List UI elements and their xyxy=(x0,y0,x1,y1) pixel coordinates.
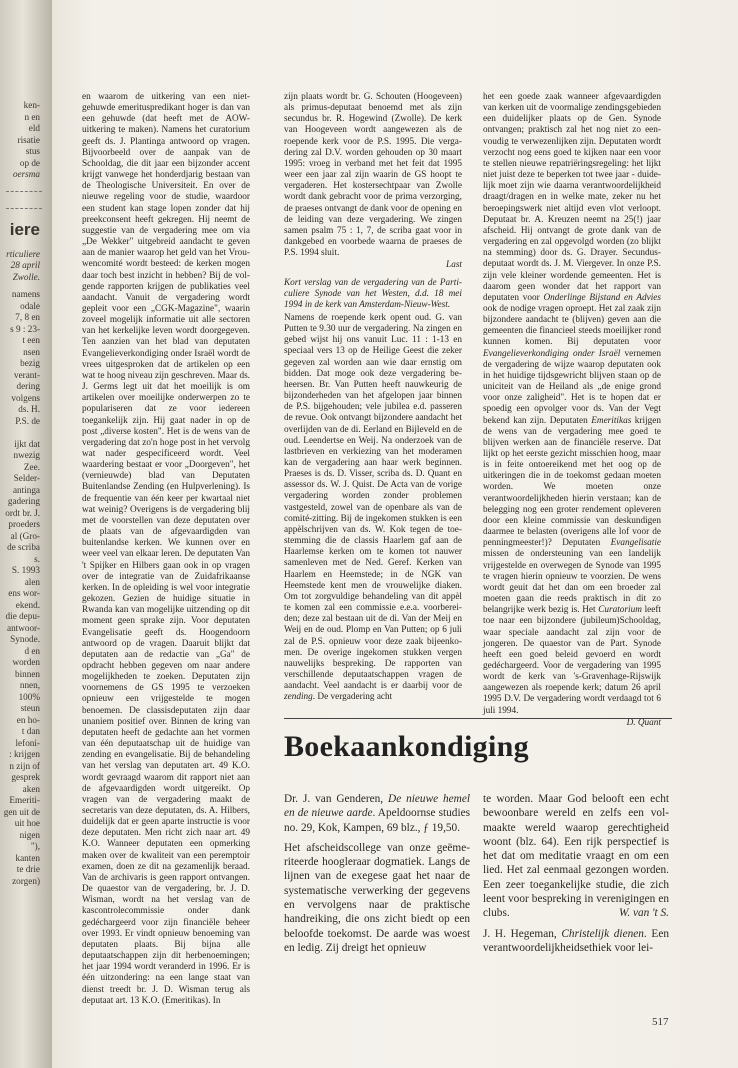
c3-italic-1: Onderlinge Bijstand en Advies xyxy=(543,292,662,303)
section-divider xyxy=(284,718,672,719)
left-fragment-line: worden xyxy=(12,657,40,667)
left-rule xyxy=(6,191,42,192)
column-1-text: en waarom de uitkering van een niet-gehuwde emerituspredikant hoger is dan van een gehuwde (dat heeft met de AOW-uitkering te maken). Namens het curatorium geeft ds. J. Plantinga antwoord op vragen. Bijvoorbeeld over de aanpak van de Schooldag, die dit jaar een bijzonder accent krijgt vanwege het honderdjarig bestaan van de Theologische Universiteit. En over de nieuwe regeling voor de studie, waardoor een student kan stage lopen zonder dat hij preekconsent heeft gekregen. Hij neemt de suggestie van de vergadering mee om via „De Wekker" uitgebreid aandacht te geven aan de manier waarop het geld van het Vrouwencomité wordt besteed: de kerken mogen daar toch best inzicht in hebben? Bij de volgende rapporten krijgen de publikaties veel aandacht. Vanuit de vergadering wordt gepleit voor een „CGK-Magazine", waarin zoveel mogelijk informatie uit alle sectoren van het kerkelijke leven wordt doorgegeven. Ten aanzien van het blad van deputaten Evangelieverkondiging onder Israël wordt de vrees uitgesproken dat de artikelen op een wat te hoog niveau zijn geschreven. Maar ds. J. Germs legt uit dat het moeilijk is om artikelen over moeilijke onderwerpen zo te populariseren dat ze voor iedereen toegankelijk zijn. Hij gaat nader in op de post „diverse kosten". Het is de wens van de vergadering dat zo'n hoge post in het vervolg wat nader gespecificeerd wordt. Veel waardering bestaat er voor „Doorgeven", het (vernieuwde) blad van Deputaten Buitenlandse Zending (en Hulpverlening). Is de frequentie van één keer per kwartaal niet wat weinig? Overigens is de vergadering blij met de voorstellen van deze deputaten over de plaats van de afgevaardigden van buitenlandse kerken. We kunnen over en weer veel van elkaar leren. De deputaten Van 't Spijker en Hilbers gaan ook in op vragen over de integratie van de Zuidafrikaanse kerken. In de opleiding is wel voor integratie gekozen. Gezien de huidige situatie in Rwanda kan van mogelijke uitzending op dit moment geen sprake zijn. Voor deputaten Evangelisatie geeft ds. Hoogendoorn antwoord op de vragen. Daaruit blijkt dat deputaten aan de redactie van „Ga" de opdracht hebben gegeven om naar andere mogelijkheden te zoeken. Deputaten zijn voornemens de GS 1995 te verzoeken opnieuw een vrijgestelde te mogen benoemen. De classisdeputaten zijn daar unaniem positief over. Binnen de kring van deputaten heeft de gedachte aan het vormen van één deputaatschap uit de huidige van zending en evangelisatie. Bij de behandeling van het verslag van deputaten art. 49 K.O. wordt gevraagd waarom dit rapport niet aan de afgevaardigden wordt uitgereikt. Op vragen van de vergadering maakt de secretaris van deze deputaten, ds. A. Hilbers, duidelijk dat er geen aparte instructie is voor deze deputaten. Men richt zich naar art. 49 K.O. Wanneer deputaten een opmerking maken over de kwaliteit van een peremptoir examen, doen ze dit na gezamenlijk beraad. Van de archivaris is geen rapport ontvangen. De quaestor van de vergadering, br. J. D. Wisman, wordt na het verslag van de kascontrolecommissie onder dank gedéchargeerd voor zijn financiële beheer over 1993. Er vindt opnieuw benoeming van deputaten plaats. Bij bijna alle deputaatschappen zijn dit herbenoemingen; het jaar 1994 wordt veranderd in 1996. Er is één uitzondering: na een lange staat van dienst treedt br. J. D. Wisman terug als deputaat art. 13 K.O. (Emeritikas). In xyxy=(82,92,250,1006)
left-fragment-line: gesprek xyxy=(11,772,40,782)
left-signature: oersma xyxy=(12,169,40,179)
book-1-publication: . Apeldoornse studies no. 29, Kok, Kampen, 69 blz., ƒ 19,50. xyxy=(284,807,470,834)
left-fragment-line: 28 april xyxy=(10,260,40,270)
report-body-text: Namens de roepende kerk opent oud. G. van Putten te 9.30 uur de vergadering. Na zingen en gebed wijst hij ons vanuit Luc. 11 : 1-13 en speciaal vers 13 op de Heilige Geest die zeker gegeven zal worden aan wie daar ernstig om bidden. Dat moge ook deze vergadering beheersen. Br. Van Putten heeft nauwkeurig de bijzonderheden van het afgelopen jaar binnen de P.S. bijgehouden; vele jubilea e.d. passeren de revue. Ook ontvangt bijzondere aandacht het overlijden van de di. Eerland en Bijleveld en de oud. Leendertse en Weij. Na onderzoek van de lastbrieven en verkiezing van het moderamen kan de vergadering aan haar werk beginnen. Praeses is ds. D. Visser, scriba ds. D. Quant en assessor ds. W. J. Quist. De Acta van de vorige vergadering worden zonder problemen vastgesteld, zowel van de openbare als van de comité-zitting. Bij de ingekomen stukken is een appèlschrijven van ds. W. Kok tegen de toestemming die de classis Haarlem gaf aan de Haarlemse kerken om te komen tot nauwer samenleven met de Ned. Geref. Kerken van Haarlem en Heemstede; in de NGK van Heemstede kent men de vrouwelijke diaken. Om tot zorgvuldige behandeling van dit appèl te komen zal een commissie e.e.a. voorbereiden; deze zal bestaan uit de di. Van der Meij en Weij en de oud. Plomp en Van Putten; op 6 juli zal de P.S. opnieuw voor deze zaak bijeenkomen. De overige ingekomen stukken vergen nauwelijks bespreking. De rapporten van verschillende deputaatschappen vragen de aandacht. Veel aandacht is er daarbij voor de xyxy=(284,312,462,692)
document-page xyxy=(52,0,738,1068)
left-fragment-line: uit hoe xyxy=(14,818,40,828)
book-column-1 xyxy=(284,792,470,961)
left-fragment-line: steun xyxy=(20,703,40,713)
c3-italic-4: Evangelisatie xyxy=(610,538,662,549)
left-fragment-line: ijkt dat xyxy=(14,438,40,449)
facing-page-fragment xyxy=(0,100,42,886)
left-fragment-line: ken- xyxy=(23,100,40,110)
left-fragment-line: namens xyxy=(11,289,40,299)
c3-c: vernemen de vergadering de wijze waarop deputaten ook in het huidige tijdsgewricht blijven staan op de uniciteit van de Heiland als „de enige grond voor onze zaligheid". Het is te hopen dat er spoedig een opvolger voor ds. Van der Vegt bekend kan zijn. Deputaten xyxy=(483,348,662,426)
left-fragment-line: 100% xyxy=(18,691,40,702)
left-fragment-line: n zijn of xyxy=(9,760,40,771)
left-fragment-line: aken xyxy=(22,783,40,794)
left-fragment-line: Zwolle. xyxy=(12,271,40,282)
left-fragment-line: de scriba xyxy=(7,542,40,552)
report-body-tail: . De vergadering acht xyxy=(312,692,393,703)
left-heading-fragment: iere xyxy=(9,219,40,239)
text-column-2 xyxy=(284,92,462,732)
left-fragment-line: ekend. xyxy=(15,599,40,610)
report-signature-last: Last xyxy=(446,260,462,271)
left-fragment-line: n en xyxy=(24,111,40,122)
left-fragment-line: op de xyxy=(19,157,40,168)
left-fragment-line: Selder- xyxy=(13,473,40,483)
column-3-text xyxy=(483,92,661,717)
left-fragment-line: risatie xyxy=(17,134,40,145)
left-fragment-line: d en xyxy=(24,645,40,656)
book-2-title: Christelijk dienen xyxy=(561,927,644,940)
c3-italic-5: Curatorium xyxy=(598,605,642,616)
c3-italic-3: Emeritikas xyxy=(591,415,632,426)
book-1-review-cont-text: te worden. Maar God belooft een echt bewoonbare wereld en zelfs een volmaakte wereld waarop gerechtigheid woont (blz. 64). Een rijk perspectief is het dat om meditatie vraagt en om een lied. Het zal eenmaal gezongen worden. Een zeer toegankelijke studie, die zich leent voor bespreking in verenigingen en clubs. xyxy=(483,793,669,920)
book-1-author: Dr. J. van Genderen, xyxy=(284,793,389,805)
left-fragment-line: ens wor- xyxy=(8,588,40,598)
left-fragment-line: stus xyxy=(25,146,40,156)
left-fragment-line: ds. H. xyxy=(18,404,40,414)
left-fragment-line: : krijgen xyxy=(9,749,40,759)
left-fragment-line: s. xyxy=(34,553,40,564)
left-fragment-line: Zee. xyxy=(23,461,40,472)
c3-italic-2: Evangelieverkondiging onder Israël xyxy=(483,348,621,359)
left-fragment-line: P.S. de xyxy=(15,415,40,426)
book-1-reviewer: W. van 't S. xyxy=(618,907,669,920)
left-fragment-line: ordt br. J. xyxy=(5,507,40,518)
left-fragment-line: "), xyxy=(30,841,40,851)
book-1-review: Het afscheidscollege van onze geëmeriteerde hoogleraar dogmatiek. Langs de lijnen van de exegese gaat het naar de systematische verwerking der gegevens en vervolgens naar de praktische handreiking, die ons zicht biedt op een beloofde toekomst. De aarde was woest en ledig. Zij dreigt het opnieuw xyxy=(284,841,470,954)
left-fragment-line: kanten xyxy=(15,852,40,863)
left-fragment-line: nnen, xyxy=(19,680,40,690)
left-fragment-line: die depu- xyxy=(5,611,40,621)
left-fragment-line: antinga xyxy=(12,484,40,495)
left-fragment-line: gadering xyxy=(7,496,40,506)
left-fragment-line: odale xyxy=(20,300,40,311)
left-fragment-line: t een xyxy=(22,335,40,345)
left-fragment-line: nwezig xyxy=(13,450,40,460)
left-fragment-line: lefoni- xyxy=(15,737,40,748)
left-fragment-line: dering xyxy=(16,381,40,391)
left-fragment-line: eld xyxy=(28,123,40,133)
book-1-citation xyxy=(284,792,470,835)
book-1-title: De nieuwe hemel en de nieuwe aarde xyxy=(284,793,470,820)
report-title: Kort verslag van de vergadering van de Particuliere Synode van het Westen, d.d. 18 mei 1994 in de kerk van Amsterdam-Nieuw-West. xyxy=(284,277,462,310)
left-fragment-line xyxy=(0,427,42,439)
left-rule-2 xyxy=(6,208,42,209)
left-fragment-line: S. 1993 xyxy=(11,565,40,575)
left-fragment-line: al (Gro- xyxy=(10,530,40,541)
c3-f: leeft toe naar een bijzondere (jubileum)Schooldag, waar speciale aandacht zal zijn voor de jongeren. De quaestor van de Part. Synode heeft een goed beleid gevoerd en wordt gedéchargeerd. Voor de vergadering van 1995 wordt de kerk van 's-Gravenhage-Rijswijk aangewezen als roepende kerk; datum 26 april 1995 D.V. De vergadering wordt verdaagd tot 6 juli 1994. xyxy=(483,605,662,716)
book-2-subtitle: . Een verantwoordelijkheidsethiek voor lei- xyxy=(483,927,669,954)
left-fragment-line: bezig xyxy=(20,358,40,368)
book-column-2 xyxy=(483,792,669,961)
left-fragment-line: nsen xyxy=(23,346,40,357)
c3-e: missen de ondersteuning van een landelijk vrijgestelde en overwegen de Synode van 1995 te vragen hierin opnieuw te voorzien. De wens wordt geuit dat het dan om een broeder zal moeten gaan die reeds praktisch in dit zo belangrijke werk bezig is. Het xyxy=(483,549,661,616)
c3-a: het een goede zaak wanneer afgevaardigden van kerken uit de voormalige zendingsgebieden een duidelijker plaats op de Gen. Synode ontvangen; praktisch zal het nog niet zo eenvoudig te verwezenlijken zijn. Deputaten wordt verzocht nog eens goed te kijken naar een voor te stellen nieuwe repatriëringsregeling: het lijkt niet juist deze te beperken tot twee jaar - duidelijk moet zijn wie daarna verantwoordelijkheid draagt/dragen en in welke mate, zeker nu het beroepingswerk niet altijd even vlot verloopt. Deputaat br. A. Kreuzen neemt na 25(!) jaar afscheid. Hij ontvangt de grote dank van de vergadering en zal opgevolgd worden (zo blijkt na stemming) door ds. G. Drayer. Secundusdeputaat wordt ds. J. M. Viergever. In onze P.S. zijn vele kleiner wordende gemeenten. Het is daarom geen wonder dat het rapport van deputaten voor xyxy=(483,92,661,303)
book-2-citation xyxy=(483,927,669,956)
text-column-1 xyxy=(82,92,250,1006)
left-fragment-line: gen uit de xyxy=(3,806,40,817)
report-body-italic: zending xyxy=(284,692,313,703)
left-fragment-line: nigen xyxy=(19,829,40,840)
left-fragment-line: en ho- xyxy=(16,714,40,725)
left-fragment-line: te drie xyxy=(16,864,40,874)
left-fragment-line: Emeriti- xyxy=(9,795,40,805)
left-fragment-line: rticuliere xyxy=(6,248,40,259)
left-fragment-line: volgens xyxy=(11,392,40,403)
c3-b: ook de nodige vragen oproept. Het zal zaak zijn bijzondere aandacht te (blijven) geven aan die gemeenten die financieel steeds moeilijker rond kunnen komen. Bij deputaten voor xyxy=(483,303,661,348)
left-fragment-line: zorgen) xyxy=(12,875,40,886)
left-fragment-line: Synode. xyxy=(10,634,40,644)
left-fragment-line: alen xyxy=(24,576,40,587)
book-1-review-continued xyxy=(483,792,669,921)
left-fragment-line: s 9 : 23- xyxy=(10,323,40,334)
left-fragment-line: proeders xyxy=(8,519,40,529)
column-2-closing-paragraph: zijn plaats wordt br. G. Schouten (Hoogeveen) als primus-deputaat benoemd met als zijn secundus br. R. Hogewind (Zwolle). De kerk van Hoogeveen wordt aangewezen als de roepende kerk voor de P.S. 1995. Die vergadering zal D.V. worden gehouden op 30 maart 1995: vroeg in verband met het feit dat 1995 weer een jaar zal zijn waarin de GS hoopt te vergaderen. Het kostersechtpaar van Zwolle wordt dank gebracht voor de prima verzorging, de praeses ontvangt de dank voor de opening en de leiding van deze vergadering. We zingen samen psalm 75 : 1, 7, de scriba gaat voor in dankgebed en voorbede waarna de praeses de P.S. 1994 sluit. xyxy=(284,92,462,259)
left-fragment-line: antwoor- xyxy=(7,622,40,633)
left-fragment-line: verant- xyxy=(13,369,40,380)
column-3-signature: D. Quant xyxy=(626,717,661,728)
left-fragment-line: binnen xyxy=(14,668,40,679)
c3-d: krijgen de wens van de vergadering mee goed te blijven werken aan de financiële reserve. Dat lijkt op het eerste gezicht misschien hoog, maar is in feite ontoereikend met het oog op de uitkeringen die in de toekomst gedaan moeten worden. We moeten onze verantwoordelijkheden hierin verstaan; kan de belegging nog een groter rendement opleveren door een kleine commissie van deskundigen daarmee te belasten (overigens alle lof voor de penningmeester!)? Deputaten xyxy=(483,415,662,549)
section-heading: Boekaankondiging xyxy=(284,730,529,763)
left-fragment-line: t dan xyxy=(21,726,40,736)
page-number: 517 xyxy=(652,1016,669,1028)
report-body xyxy=(284,313,462,703)
text-column-3 xyxy=(483,92,661,740)
book-2-author: J. H. Hegeman, xyxy=(483,927,562,940)
left-fragment-line: 7, 8 en xyxy=(15,312,40,322)
